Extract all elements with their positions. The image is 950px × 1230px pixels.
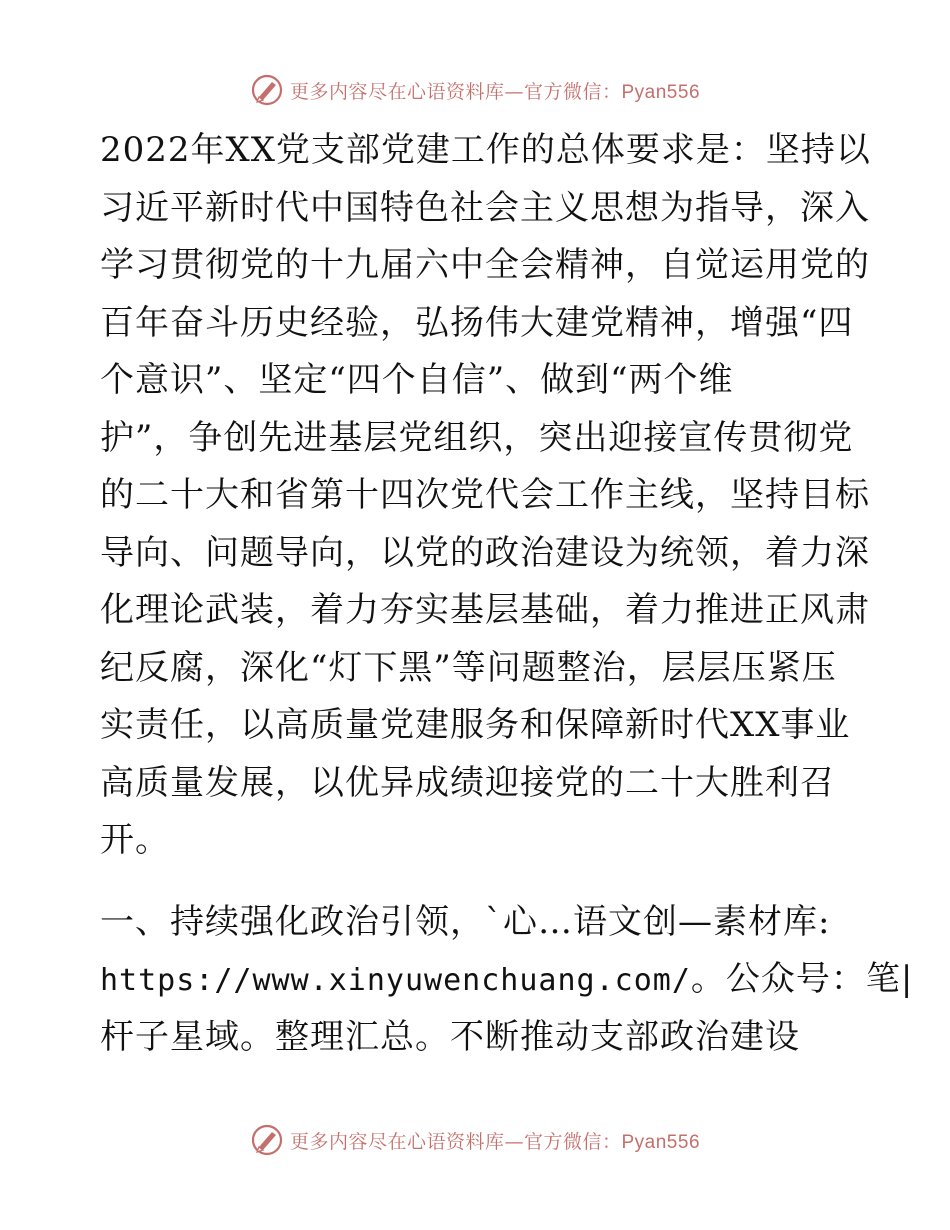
- document-body: [100, 122, 914, 1066]
- pen-logo-icon: [250, 1123, 284, 1157]
- text-line: 习近平新时代中国特色社会主义思想为指导，深入: [100, 187, 870, 228]
- text-line: 个意识”、坚定“四个自信”、做到“两个维: [100, 360, 734, 400]
- footer-watermark: [0, 1120, 950, 1160]
- watermark-text: 更多内容尽在心语资料库—官方微信：Pyan556: [289, 1130, 701, 1153]
- text-line: 2022年XX党支部党建工作的总体要求是：坚持以: [100, 130, 871, 170]
- text-line: 导向、问题导向，以党的政治建设为统领，着力深: [100, 532, 870, 573]
- text-line: 的二十大和省第十四次党代会工作主线，坚持目标: [100, 475, 870, 515]
- text-line: 实责任，以高质量党建服务和保障新时代XX事业: [100, 705, 851, 745]
- website-url-text: https://www.xinyuwenchuang.com/: [100, 963, 691, 998]
- text-line: 高质量发展，以优异成绩迎接党的二十大胜利召: [100, 762, 835, 803]
- text-line: 纪反腐，深化“灯下黑”等问题整治，层层压紧压: [100, 647, 837, 688]
- paragraph-gap: [100, 870, 860, 894]
- watermark-text: 更多内容尽在心语资料库—官方微信：Pyan556: [289, 80, 701, 103]
- section-text-fragment: 。公众号：笔|: [690, 959, 914, 999]
- text-line: 学习贯彻党的十九届六中全会精神，自觉运用党的: [100, 245, 870, 285]
- header-watermark: [0, 70, 950, 110]
- pen-logo-icon: [250, 73, 284, 107]
- text-line: 百年奋斗历史经验，弘扬伟大建党精神，增强“四: [100, 302, 854, 343]
- text-line: 开。: [100, 820, 170, 860]
- section-text-line: 杆子星域。整理汇总。不断推动支部政治建设: [100, 1016, 800, 1057]
- section-heading-line: 一、持续强化政治引领，`心…语文创—素材库:: [100, 901, 831, 942]
- text-line: 护”，争创先进基层党组织，突出迎接宣传贯彻党: [100, 417, 854, 458]
- text-line: 化理论武装，着力夯实基层基础，着力推进正风肃: [100, 590, 870, 630]
- section-url-line: [100, 951, 914, 1009]
